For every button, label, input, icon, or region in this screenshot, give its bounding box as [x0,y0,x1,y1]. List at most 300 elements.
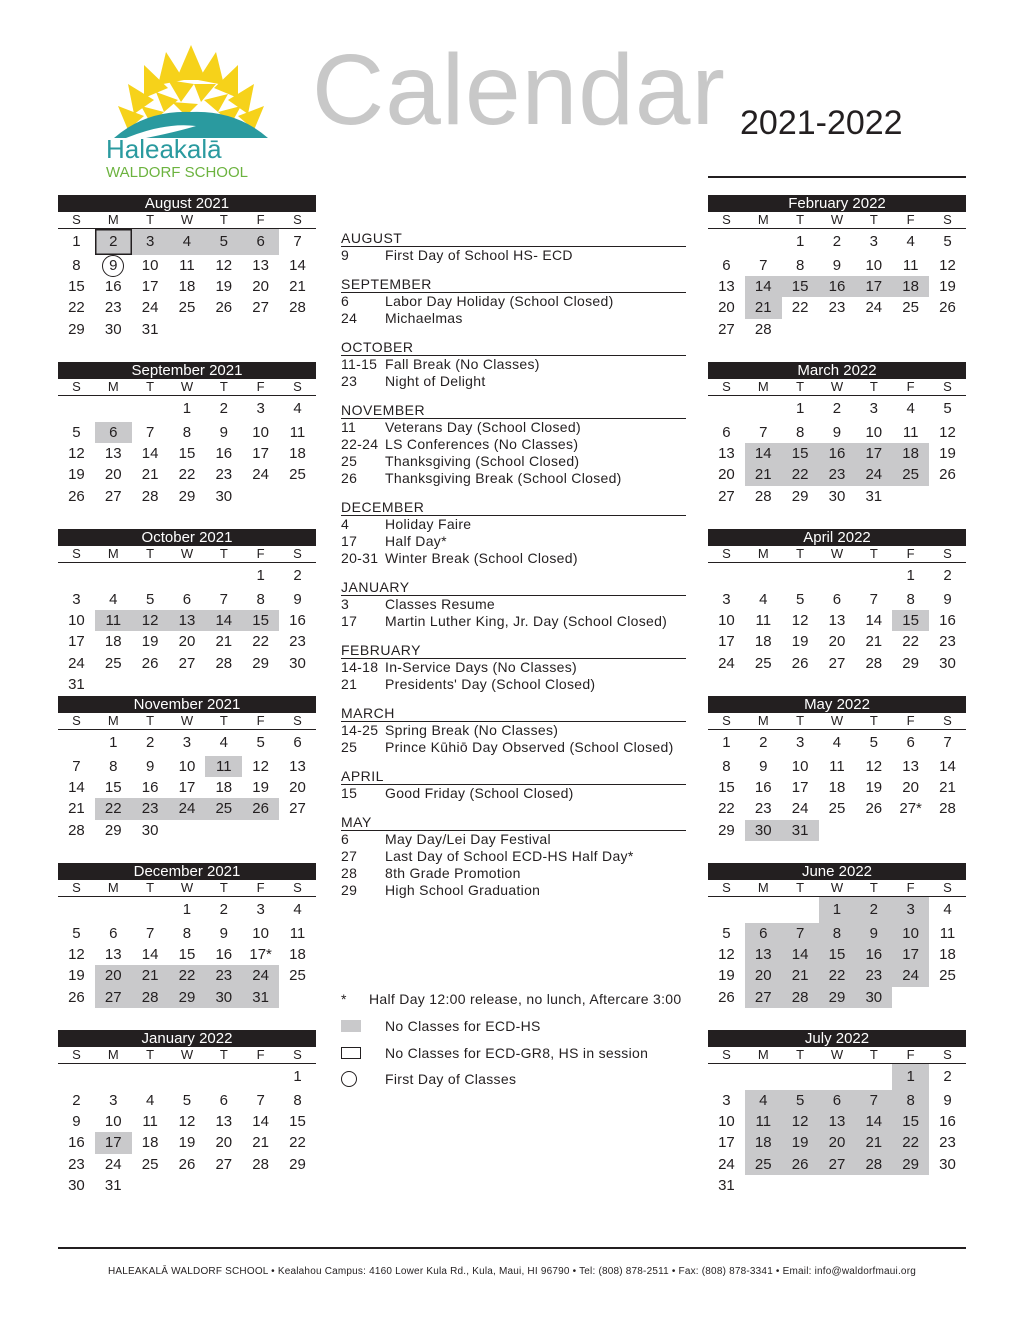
day-cell: 28 [68,821,85,839]
day-cell: 7 [72,758,81,775]
week-row [58,987,316,1008]
week-row [58,229,316,255]
day-cell: 22 [95,798,132,819]
day-cell: 22 [902,633,919,651]
day-cell: 9 [855,923,892,944]
weekday-label: W [830,212,844,227]
day-cell: 7 [219,591,228,608]
weekday-label: S [943,212,952,227]
weekday-header [58,379,316,396]
empty-cell [58,730,95,756]
day-cell: 16 [215,445,233,463]
week-row [708,798,966,819]
weekday-label: M [107,880,119,895]
event-group-may [341,812,686,899]
weekday-label: F [256,212,265,227]
weekday-header [58,212,316,229]
day-cell: 7 [256,1092,265,1109]
event-item [341,831,686,848]
empty-cell [95,674,132,695]
day-cell: 11 [289,424,306,441]
event-item [341,436,686,453]
event-date: 3 [341,596,350,612]
week-row [708,1090,966,1111]
day-cell: 7 [782,923,819,944]
day-cell: 8 [906,591,915,608]
event-text: Fall Break (No Classes) [385,356,540,372]
day-cell: 14 [68,779,85,797]
day-cell: 25 [141,1155,159,1173]
day-cell: 22 [169,965,206,986]
month-title: January 2022 [58,1030,316,1047]
weekday-label: T [869,713,878,728]
day-cell: 31 [104,1176,122,1194]
day-cell: 25 [902,299,919,317]
empty-cell [929,486,966,507]
event-month-heading: MAY [341,812,686,831]
weekday-label: W [180,212,194,227]
weekday-label: M [757,880,769,895]
empty-cell [892,1175,929,1196]
day-cell: 2 [219,400,228,417]
event-date: 25 [341,453,358,469]
day-cell: 27 [95,987,132,1008]
weekday-header [708,546,966,563]
day-cell: 1 [109,734,118,751]
day-cell: 23 [828,299,846,317]
day-cell: 30 [205,987,242,1008]
week-row [58,1132,316,1153]
day-cell: 28 [132,987,169,1008]
empty-cell [169,319,206,340]
day-cell: 23 [855,965,892,986]
day-cell: 23 [104,299,122,317]
day-cell: 21 [865,633,883,651]
event-date: 29 [341,882,358,898]
weekday-label: T [796,1047,805,1062]
day-cell: 10 [68,612,85,630]
empty-cell [58,1064,95,1090]
day-cell: 16 [141,779,159,797]
events-list [341,218,686,899]
empty-cell [95,897,132,923]
weekday-header [58,546,316,563]
day-cell: 23 [939,1134,956,1152]
day-cell: 19 [215,278,233,296]
event-item [341,865,686,882]
day-cell: 31 [718,1176,735,1194]
day-cell: 4 [109,591,118,608]
month-title: June 2022 [708,863,966,880]
event-item [341,676,686,693]
weekday-label: F [256,880,265,895]
day-cell: 13 [215,1113,233,1131]
day-cell: 30 [215,487,233,505]
event-text: In-Service Days (No Classes) [385,659,577,675]
event-text: Spring Break (No Classes) [385,722,559,738]
day-cell: 21 [252,1134,269,1152]
empty-cell [708,229,745,255]
weekday-label: T [796,546,805,561]
day-cell: 27 [828,654,846,672]
empty-cell [745,1175,782,1196]
month-may-2022 [708,696,966,841]
week-row [708,897,966,923]
event-text: High School Graduation [385,882,541,898]
event-text: Veterans Day (School Closed) [385,419,581,435]
week-row [58,730,316,756]
empty-cell [708,396,745,422]
event-item [341,516,686,533]
week-row [708,464,966,485]
day-cell: 2 [759,734,768,751]
day-cell: 15 [68,278,85,296]
empty-cell [58,396,95,422]
day-cell: 1 [795,400,805,417]
day-cell: 15 [892,610,929,631]
day-cell: 4 [745,1090,782,1111]
legend-star-symbol: * [341,991,347,1007]
day-cell: 1 [795,233,805,250]
event-item [341,613,686,630]
event-text: Last Day of School ECD-HS Half Day* [385,848,634,864]
empty-cell [205,820,242,841]
day-cell: 10 [865,424,883,441]
day-cell: 26 [178,1155,196,1173]
empty-cell [819,319,856,340]
weekday-label: S [293,713,302,728]
weekday-label: S [72,713,81,728]
day-cell: 3 [795,734,805,751]
event-date: 17 [341,613,358,629]
day-cell: 20 [745,965,782,986]
event-group-january [341,577,686,630]
month-april-2022 [708,529,966,674]
day-cell: 4 [145,1092,155,1109]
week-row [58,923,316,944]
day-cell: 24 [865,299,883,317]
empty-cell [242,486,279,507]
day-cell: 18 [289,445,306,463]
day-cell: 30 [828,487,846,505]
weekday-label: F [906,713,915,728]
weekday-label: F [906,880,915,895]
empty-cell [169,674,206,695]
day-cell: 25 [104,654,122,672]
week-row [58,1154,316,1175]
day-cell: 5 [795,591,805,608]
day-cell: 26 [141,654,159,672]
empty-cell [279,820,316,841]
weekday-label: F [906,379,915,394]
empty-cell [279,674,316,695]
event-item [341,310,686,327]
day-cell: 17 [178,779,196,797]
day-cell: 8 [892,1090,929,1111]
weekday-label: T [219,713,228,728]
week-row [708,631,966,652]
day-cell: 22 [892,1132,929,1153]
empty-cell [819,1064,856,1090]
event-month-heading: FEBRUARY [341,640,686,659]
event-date: 4 [341,516,350,532]
day-cell: 22 [178,466,196,484]
day-cell: 2 [832,233,842,250]
day-cell: 14 [141,445,159,463]
event-item [341,550,686,567]
day-cell: 30 [104,320,122,338]
event-group-december [341,497,686,567]
day-cell: 27 [215,1155,233,1173]
empty-cell [745,229,782,255]
weekday-label: S [293,880,302,895]
weekday-label: M [107,379,119,394]
weekday-label: T [796,713,805,728]
day-cell: 28 [855,1154,892,1175]
empty-cell [782,1175,819,1196]
weekday-label: M [757,1047,769,1062]
weekday-label: F [906,546,915,561]
week-row [58,486,316,507]
day-cell: 16 [68,1134,85,1152]
day-cell: 28 [782,987,819,1008]
day-cell: 11 [142,1113,158,1131]
day-cell: 27 [289,800,306,818]
month-title: October 2021 [58,529,316,546]
empty-cell [855,563,892,589]
empty-cell [58,563,95,589]
day-cell: 1 [892,1064,929,1090]
day-cell: 6 [109,925,118,942]
day-cell: 16 [819,276,856,297]
day-cell: 30 [855,987,892,1008]
day-cell: 14 [865,612,883,630]
page-year: 2021-2022 [740,104,903,142]
day-cell: 24 [68,654,85,672]
day-cell: 11 [179,257,195,274]
weekday-header [708,379,966,396]
event-text: Winter Break (School Closed) [385,550,578,566]
day-cell: 7 [869,591,878,608]
day-cell: 20 [819,1132,856,1153]
day-cell: 23 [819,464,856,485]
empty-cell [242,820,279,841]
weekday-header [708,212,966,229]
day-cell: 18 [892,276,929,297]
week-row [708,987,966,1008]
day-cell: 4 [293,400,302,417]
day-cell: 28 [754,320,772,338]
day-cell: 15 [782,276,819,297]
day-cell: 2 [219,901,228,918]
day-cell: 20 [718,466,735,484]
day-cell: 9 [943,1092,952,1109]
day-cell: 24 [141,299,159,317]
day-cell: 24 [718,1155,735,1173]
empty-cell [132,674,169,695]
day-cell: 6 [242,229,279,255]
weekday-label: W [830,379,844,394]
weekday-label: S [722,880,731,895]
day-cell: 15 [289,1113,306,1131]
day-cell: 14 [855,1111,892,1132]
day-cell: 20 [215,1134,233,1152]
weekday-label: S [943,880,952,895]
weekday-label: T [219,880,228,895]
weekday-label: T [146,1047,155,1062]
day-cell: 16 [939,612,956,630]
week-row [58,255,316,276]
day-cell: 10 [718,612,735,630]
week-row [58,319,316,340]
day-cell: 12 [791,612,809,630]
day-cell: 8 [293,1092,302,1109]
day-cell: 20 [902,779,919,797]
day-cell: 8 [819,923,856,944]
day-cell: 7 [145,925,155,942]
week-row [58,944,316,965]
day-cell: 11 [755,612,772,630]
weekday-label: W [180,379,194,394]
day-cell: 13 [828,612,846,630]
event-month-heading: AUGUST [341,228,686,247]
day-cell: 20 [289,779,306,797]
day-cell: 15 [104,779,122,797]
week-row [708,944,966,965]
weekday-label: F [256,1047,265,1062]
event-date: 21 [341,676,358,692]
empty-cell [892,486,929,507]
event-date: 14-18 [341,659,379,675]
day-cell: 29 [68,320,85,338]
weekday-label: T [796,212,805,227]
day-cell: 29 [902,654,919,672]
day-cell: 12 [68,445,85,463]
day-cell: 8 [722,758,731,775]
day-cell: 27 [104,487,122,505]
sun-mountain-logo-icon [106,40,276,180]
empty-cell [708,563,745,589]
event-item [341,247,686,264]
day-cell: 10 [141,257,159,274]
day-cell: 19 [252,779,269,797]
day-cell: 28 [289,299,306,317]
weekday-label: M [757,379,769,394]
day-cell: 12 [865,758,883,775]
empty-cell [242,674,279,695]
footer-contact: HALEAKALĀ WALDORF SCHOOL • Kealahou Campus: 4160 Lower Kula Rd., Kula, Maui, HI 96790 • Tel: (808) 878-2511 • Fax: (808) 878-3341 • Email: info@waldorfmaui.org [107,1266,916,1277]
day-cell: 17 [68,633,85,651]
weekday-label: T [146,379,155,394]
day-cell: 1 [906,567,915,584]
month-june-2022 [708,863,966,1008]
empty-cell [745,396,782,422]
weekday-label: T [796,880,805,895]
empty-cell [132,396,169,422]
weekday-label: M [107,546,119,561]
day-cell: 1 [722,734,731,751]
day-cell: 29 [718,821,735,839]
day-cell: 27* [899,800,922,818]
day-cell: 31 [68,675,85,693]
day-cell: 21 [745,297,782,318]
day-cell: 11 [902,257,919,274]
day-cell: 22 [68,299,85,317]
weekday-label: F [256,546,265,561]
weekday-label: S [293,379,302,394]
day-cell: 19 [865,779,883,797]
weekday-label: S [293,212,302,227]
month-title: December 2021 [58,863,316,880]
week-row [58,777,316,798]
week-row [708,276,966,297]
day-cell: 5 [782,1090,819,1111]
day-cell: 15 [718,779,735,797]
day-cell: 20 [828,633,846,651]
day-cell: 10 [178,758,196,775]
weekday-label: T [219,546,228,561]
day-cell: 6 [95,422,132,443]
day-cell: 26 [68,988,85,1006]
day-cell: 11 [902,424,919,441]
event-text: Night of Delight [385,373,486,389]
event-date: 28 [341,865,358,881]
day-cell: 2 [832,400,842,417]
page-title: Calendar [312,34,726,146]
day-cell: 14 [745,443,782,464]
weekday-label: T [146,546,155,561]
day-cell: 10 [104,1113,122,1131]
day-cell: 17 [718,633,735,651]
day-cell: 18 [892,443,929,464]
weekday-header [708,880,966,897]
week-row [58,297,316,318]
week-row [58,396,316,422]
empty-cell [58,897,95,923]
empty-cell [279,987,316,1008]
day-cell: 31 [782,820,819,841]
day-cell: 4 [906,233,915,250]
week-row [708,297,966,318]
day-cell: 1 [819,897,856,923]
week-row [708,1064,966,1090]
week-row [708,610,966,631]
event-item [341,739,686,756]
day-cell: 15 [892,1111,929,1132]
event-date: 11-15 [341,356,378,372]
week-row [58,897,316,923]
weekday-label: M [107,713,119,728]
weekday-label: S [943,379,952,394]
weekday-header [58,880,316,897]
empty-cell [279,1175,316,1196]
weekday-label: T [869,379,878,394]
event-month-heading: APRIL [341,766,686,785]
month-title: February 2022 [708,195,966,212]
day-cell: 26 [791,654,809,672]
day-cell: 30 [745,820,782,841]
grey-swatch-icon [341,1020,361,1032]
event-date: 25 [341,739,358,755]
event-date: 22-24 [341,436,379,452]
day-cell: 16 [754,779,772,797]
event-date: 27 [341,848,358,864]
weekday-header [58,713,316,730]
empty-cell [745,563,782,589]
event-text: May Day/Lei Day Festival [385,831,551,847]
day-cell: 13 [289,758,306,775]
day-cell: 10 [252,424,269,441]
